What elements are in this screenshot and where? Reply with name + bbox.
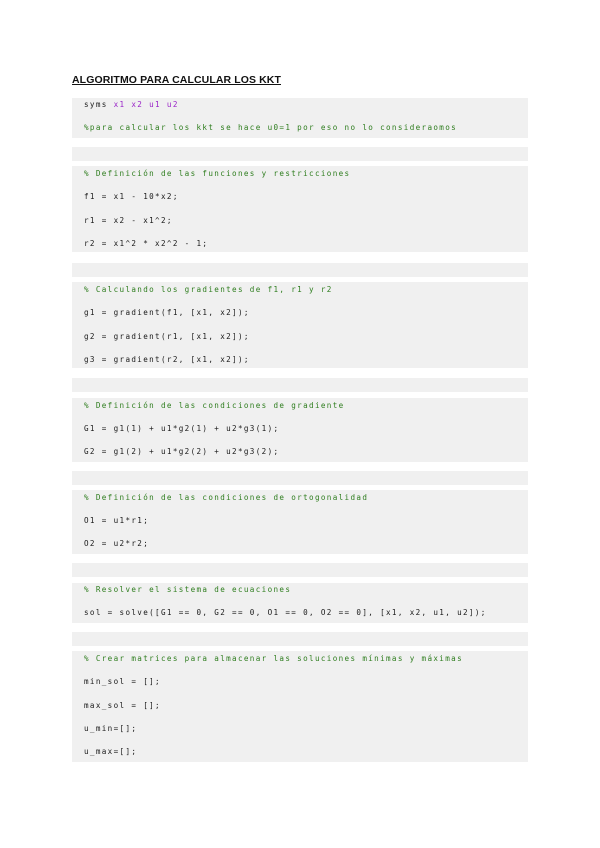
code-line: G2 = g1(2) + u1*g2(2) + u2*g3(2); [84, 447, 280, 456]
code-line: r1 = x2 - x1^2; [84, 216, 173, 225]
code-block-spacer [72, 147, 528, 161]
code-line: g2 = gradient(r1, [x1, x2]); [84, 332, 250, 341]
code-line: O1 = u1*r1; [84, 516, 150, 525]
code-line: u_max=[]; [84, 747, 138, 756]
code-comment: % Calculando los gradientes de f1, r1 y r2 [84, 285, 333, 294]
code-line: G1 = g1(1) + u1*g2(1) + u2*g3(1); [84, 424, 280, 433]
code-block-gradient-conditions [72, 398, 528, 462]
code-comment: % Resolver el sistema de ecuaciones [84, 585, 292, 594]
syms-variables: x1 x2 u1 u2 [113, 100, 179, 109]
document-title: ALGORITMO PARA CALCULAR LOS KKT [72, 74, 281, 86]
code-block-spacer [72, 263, 528, 277]
code-line: f1 = x1 - 10*x2; [84, 192, 179, 201]
code-comment: % Definición de las condiciones de gradiente [84, 401, 345, 410]
code-comment: % Definición de las condiciones de ortogonalidad [84, 493, 369, 502]
syms-keyword: syms [84, 100, 114, 109]
code-block-spacer [72, 632, 528, 646]
code-block-spacer [72, 471, 528, 485]
code-comment: % Definición de las funciones y restricciones [84, 169, 351, 178]
code-line: g3 = gradient(r2, [x1, x2]); [84, 355, 250, 364]
code-block-orthogonality [72, 490, 528, 554]
code-block-spacer [72, 378, 528, 392]
code-comment: % Crear matrices para almacenar las soluciones mínimas y máximas [84, 654, 463, 663]
code-comment: %para calcular los kkt se hace u0=1 por eso no lo consideraomos [84, 123, 458, 132]
code-block-functions [72, 166, 528, 252]
code-line-syms [84, 100, 179, 110]
code-line: O2 = u2*r2; [84, 539, 150, 548]
code-line: max_sol = []; [84, 701, 161, 710]
code-line: r2 = x1^2 * x2^2 - 1; [84, 239, 209, 248]
code-line: sol = solve([G1 == 0, G2 == 0, O1 == 0, O2 == 0], [x1, x2, u1, u2]); [84, 608, 487, 617]
code-block-gradients [72, 282, 528, 368]
code-line: u_min=[]; [84, 724, 138, 733]
code-block-matrices [72, 651, 528, 762]
code-line: min_sol = []; [84, 677, 161, 686]
code-block-solve [72, 583, 528, 623]
code-block-syms [72, 98, 528, 138]
code-line: g1 = gradient(f1, [x1, x2]); [84, 308, 250, 317]
code-block-spacer [72, 563, 528, 577]
